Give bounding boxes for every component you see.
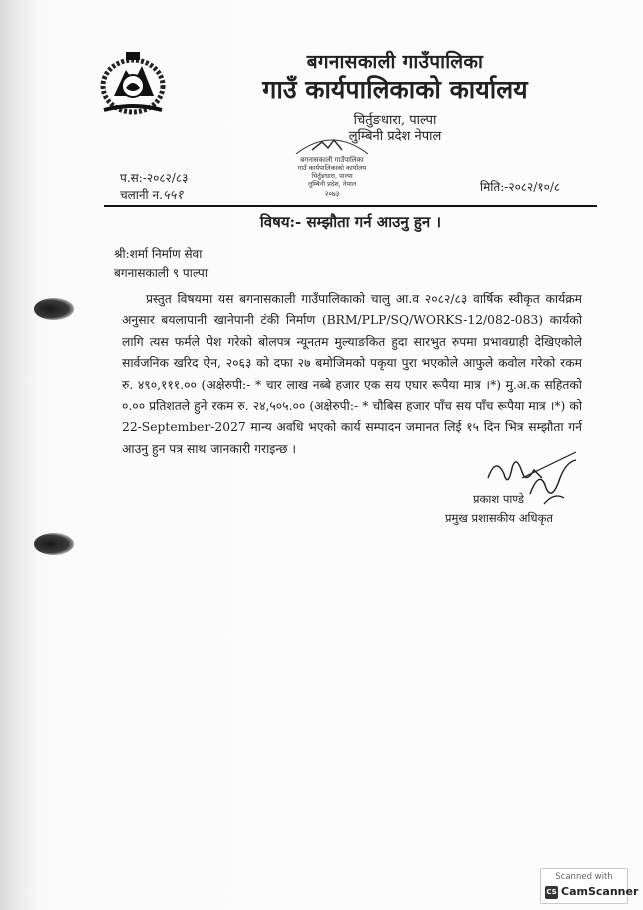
- office-name: गाउँ कार्यपालिकाको कार्यालय: [262, 75, 528, 104]
- office-stamp: [282, 130, 382, 200]
- subject-line: विषय:- सम्झौता गर्न आउनु हुन ।: [259, 213, 442, 231]
- camscanner-watermark: [540, 868, 639, 904]
- watermark-caption: Scanned with: [555, 872, 613, 882]
- municipality-name: बगनासकाली गाउँपालिका: [306, 51, 484, 73]
- dispatch-label: चलानी न.: [120, 188, 163, 202]
- recipient-name: श्री:शर्मा निर्माण सेवा: [114, 247, 203, 261]
- signatory-title: प्रमुख प्रशासकीय अधिकृत: [445, 511, 553, 525]
- punch-hole: [34, 298, 74, 320]
- header-divider: [104, 205, 597, 207]
- letter-date: मिति:-२०८२/१०/८: [480, 180, 561, 194]
- stamp-line-3: चिर्तुङधारा, पाल्पा: [311, 172, 353, 180]
- stamp-line-1: बगनासकाली गाउँपालिका: [300, 156, 364, 164]
- signatory-name: प्रकाश पाण्डे: [473, 492, 524, 506]
- watermark-brand: CamScanner: [561, 885, 639, 898]
- letter-body-text: प्रस्तुत विषयमा यस बगनासकाली गाउँपालिकाको चालु आ.व २०८२/८३ वार्षिक स्वीकृत कार्यक्रम अनुसार बयलापानी खानेपानी टंकी निर्माण (BRM/PLP/SQ/WORKS-12/082-083) कार्यको लागि त्यस फर्मले पेश गरेको बोलपत्र न्यूनतम मुल्याङकित हुदा सारभुत रुपमा प्रभावग्राही देखिएकोले सार्वजनिक खरिद ऐन, २०६३ को दफा २७ बमोजिमको पकृया पुरा भएकोले आफुले कवोल गरेको रकम रु. ४९०,१११.०० (अक्षेरुपी:- * चार लाख नब्बे हजार एक सय एघार रूपैया मात्र ।*) मु.अ.क सहितको ०.०० प्रतिशतले हुने रकम रु. २४,५०५.०० (अक्षेरुपी:- * चौबिस हजार पाँच सय पाँच रूपैया मात्र ।*) को 22-September-2027 मान्य अवधि भएको कार्य सम्पादन जमानत लिई १५ दिन भित्र सम्झौता गर्न आउनु हुन पत्र साथ जानकारी गराइन्छ ।: [122, 292, 582, 456]
- stamp-year: २०७३: [324, 190, 340, 198]
- camscanner-logo-icon: CS: [545, 886, 558, 899]
- recipient-address: बगनासकाली ९ पाल्पा: [114, 266, 208, 280]
- letter-body: [122, 289, 582, 460]
- address-line-1: चिर्तुङधारा, पाल्पा: [353, 113, 437, 128]
- fiscal-year: प.स:-२०८२/८३: [120, 171, 189, 185]
- dispatch-number: [120, 185, 183, 203]
- stamp-line-4: लुम्बिनी प्रदेश, नेपाल: [307, 180, 357, 188]
- punch-hole: [34, 533, 74, 555]
- stamp-line-2: गाउँ कार्यपालिकाको कार्यालय: [297, 164, 367, 172]
- dispatch-value: ५५१: [162, 188, 184, 203]
- address-line-2: लुम्बिनी प्रदेश नेपाल: [348, 129, 442, 144]
- page-shadow-edge: [0, 0, 38, 910]
